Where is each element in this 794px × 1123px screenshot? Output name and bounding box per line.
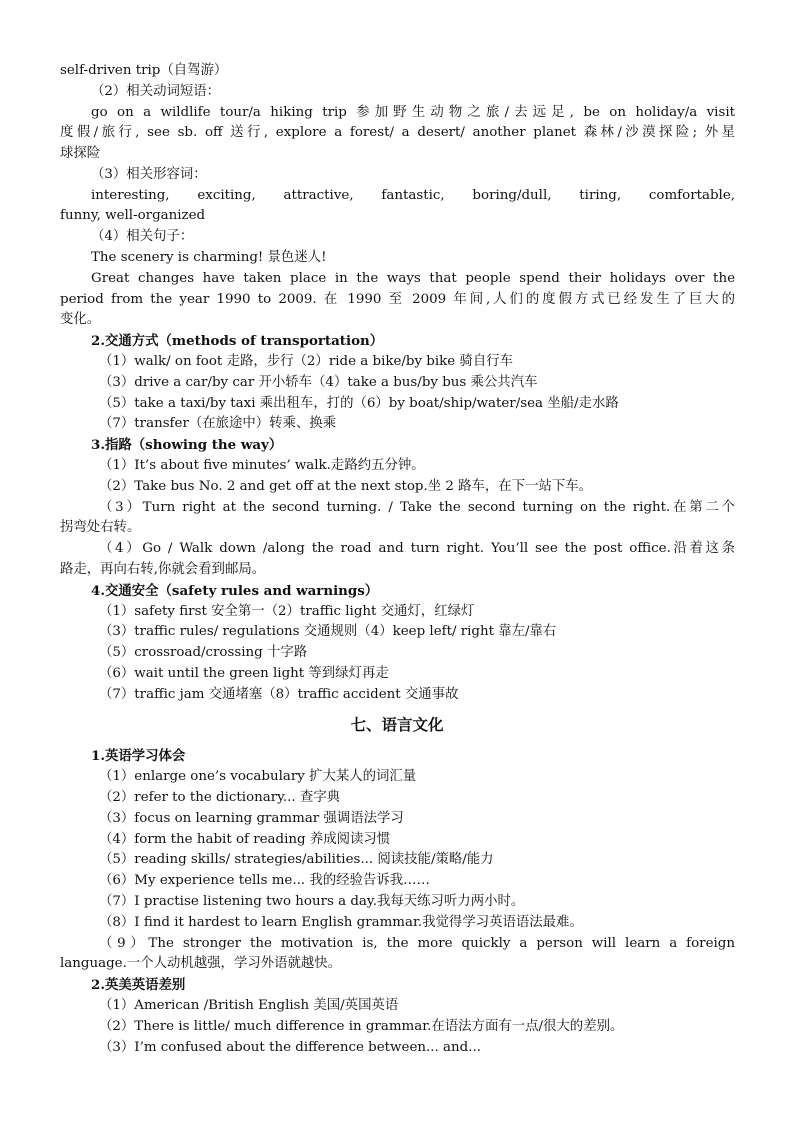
text-line: funny, well-organized bbox=[60, 208, 206, 223]
list-item: （1）enlarge one’s vocabulary 扩大某人的词汇量 bbox=[99, 769, 417, 784]
list-item: （1）safety first 安全第一（2）traffic light 交通灯，红绿灯 bbox=[99, 604, 475, 619]
list-item: （9）The stronger the motivation is, the more quickly a person will learn a foreign bbox=[99, 936, 735, 951]
text-line: The scenery is charming! 景色迷人! bbox=[91, 250, 327, 265]
list-item: （5）reading skills/ strategies/abilities... 阅读技能/策略/能力 bbox=[99, 852, 494, 867]
heading-english-learning: 1.英语学习体会 bbox=[91, 748, 186, 764]
text-line: Great changes have taken place in the ways that people spend their holidays over the bbox=[91, 271, 735, 286]
list-item: （5）crossroad/crossing 十字路 bbox=[99, 645, 308, 660]
heading-british-american-english: 2.英美英语差别 bbox=[91, 977, 186, 993]
list-item: （5）take a taxi/by taxi 乘出租车，打的（6）by boat/ship/water/sea 坐船/走水路 bbox=[99, 396, 619, 411]
text-line: period from the year 1990 to 2009. 在 1990 至 2009 年间,人们的度假方式已经发生了巨大的 bbox=[60, 292, 735, 307]
list-item: （4）Go / Walk down /along the road and turn right. You’ll see the post office.沿着这条 bbox=[99, 541, 735, 556]
text-line: 变化。 bbox=[60, 312, 101, 327]
text-line: self-driven trip（自驾游） bbox=[60, 63, 228, 78]
heading-showing-the-way: 3.指路（showing the way） bbox=[91, 437, 283, 453]
list-item: （3）traffic rules/ regulations 交通规则（4）keep left/ right 靠左/靠右 bbox=[99, 624, 557, 639]
text-line: 球探险 bbox=[60, 146, 101, 161]
list-item: （2）refer to the dictionary... 查字典 bbox=[99, 790, 341, 805]
list-item: （1）American /British English 美国/英国英语 bbox=[99, 998, 399, 1013]
list-item: （1）It’s about five minutes’ walk.走路约五分钟。 bbox=[99, 458, 425, 473]
list-item: （3）drive a car/by car 开小轿车（4）take a bus/by bus 乘公共汽车 bbox=[99, 375, 538, 390]
subheading-adjectives: （3）相关形容词： bbox=[91, 167, 207, 182]
text-line: 度假/旅行, see sb. off 送行, explore a forest/ a desert/ another planet 森林/沙漠探险; 外星 bbox=[60, 125, 735, 140]
list-item: （4）form the habit of reading 养成阅读习惯 bbox=[99, 832, 391, 847]
list-item: （2）There is little/ much difference in grammar.在语法方面有一点/很大的差别。 bbox=[99, 1019, 624, 1034]
text-line: language.一个人动机越强，学习外语就越快。 bbox=[60, 956, 342, 971]
text-line: interesting, exciting, attractive, fantastic, boring/dull, tiring, comfortable, bbox=[91, 188, 735, 203]
list-item: （2）Take bus No. 2 and get off at the next stop.坐 2 路车，在下一站下车。 bbox=[99, 479, 593, 494]
heading-safety: 4.交通安全（safety rules and warnings） bbox=[91, 583, 379, 599]
list-item: （8）I find it hardest to learn English grammar.我觉得学习英语语法最难。 bbox=[99, 915, 583, 930]
list-item: （7）transfer（在旅途中）转乘、换乘 bbox=[99, 416, 337, 431]
subheading-sentences: （4）相关句子： bbox=[91, 229, 194, 244]
list-item: （6）My experience tells me... 我的经验告诉我…… bbox=[99, 873, 430, 888]
list-item: （6）wait until the green light 等到绿灯再走 bbox=[99, 666, 389, 681]
list-item: （7）traffic jam 交通堵塞（8）traffic accident 交通事故 bbox=[99, 687, 459, 702]
list-item: （1）walk/ on foot 走路，步行（2）ride a bike/by bike 骑自行车 bbox=[99, 354, 514, 369]
list-item: （3）I’m confused about the difference between... and... bbox=[99, 1040, 481, 1055]
text-line: go on a wildlife tour/a hiking trip 参加野生动物之旅/去远足, be on holiday/a visit bbox=[91, 105, 735, 120]
section-title-language-culture: 七、语言文化 bbox=[350, 716, 444, 734]
list-item: （3）Turn right at the second turning. / Take the second turning on the right.在第二个 bbox=[99, 500, 735, 515]
heading-transportation: 2.交通方式（methods of transportation） bbox=[91, 333, 384, 349]
text-line: 路走，再向右转,你就会看到邮局。 bbox=[60, 562, 266, 577]
list-item: （3）focus on learning grammar 强调语法学习 bbox=[99, 811, 404, 826]
text-line: 拐弯处右转。 bbox=[60, 520, 141, 535]
subheading-verb-phrases: （2）相关动词短语： bbox=[91, 84, 221, 99]
list-item: （7）I practise listening two hours a day.我每天练习听力两小时。 bbox=[99, 894, 525, 909]
